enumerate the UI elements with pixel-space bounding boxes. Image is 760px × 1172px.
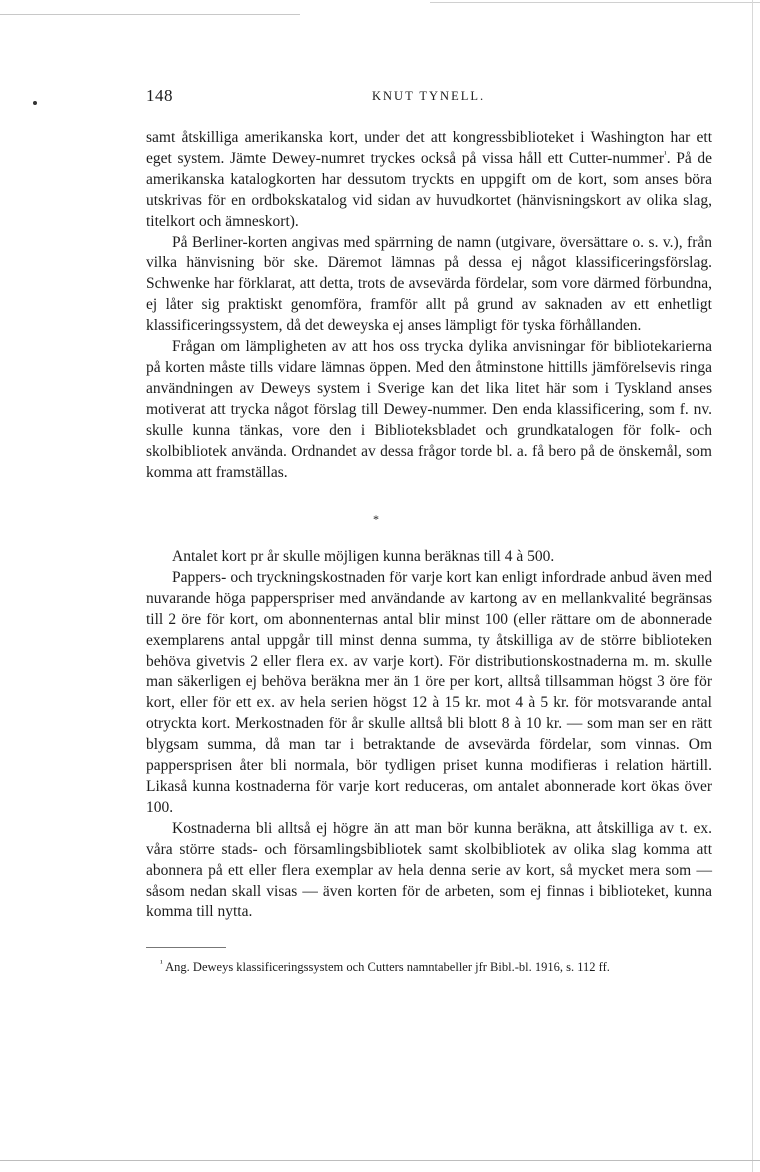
paragraph: På Berliner-korten angivas med spärrning de namn (utgivare, översättare o. s. v.), från vilka hänvisning bör ske. Däremot lämnas på dessa ej något klassificeringsförslag. Schwenke har förklarat, att detta, trots de avsevärda fördelar, som vore därmed förbundna, ej låter sig praktiskt genomföra, framför allt på grund av saknaden av ett enhetligt klassificeringssystem, då det deweyska ej anses lämpligt för tyska förhållanden.: [146, 233, 712, 335]
scan-edge-right: [752, 0, 753, 1172]
paragraph: Antalet kort pr år skulle möjligen kunna beräknas till 4 à 500.: [172, 548, 555, 565]
paragraph: Kostnaderna bli alltså ej högre än att man bör kunna beräkna, att åtskilliga av t. ex. våra större stads- och församlingsbibliotek samt skolbibliotek av olika slag komma att abonnera på ett eller flera exemplar av hela denna serie av kort, så mycket mera som — såsom nedan skall visas — även korten för de arbeten, som ej finnas i biblioteket, kunna komma till nytta.: [146, 819, 712, 921]
paragraph: Frågan om lämpligheten av att hos oss trycka dylika anvisningar för bibliotekarierna på korten måste tills vidare lämnas öppen. Med den åtminstone hittills jämförelsevis ringa användningen av Deweys system i Sverige kan det lika litet här som i Tyskland anses motiverat att trycka något förslag till Dewey-nummer. Den enda klassificering, som f. nv. skulle kunna tänkas, vore den i Biblioteksbladet och grundkatalogen för folk- och skolbibliotek använda. Ordnandet av dessa frågor torde bl. a. få bero på de önskemål, som komma att framställas.: [146, 338, 712, 481]
footnote-text: Ang. Deweys klassificeringssystem och Cutters namntabeller jfr Bibl.-bl. 1916, s. 112 ff.: [165, 960, 610, 974]
text-block-lower: [146, 547, 712, 923]
footnote-rule: [146, 947, 226, 948]
paragraph-text: . På de amerikanska katalogkorten har dessutom tryckts en uppgift om de kort, som anses böra utskrivas för en ordbokskatalog vid sidan av huvudkortet (hänvisningskort av olika slag, titelkort och ämneskort).: [146, 149, 712, 230]
page-number: 148: [146, 86, 173, 105]
asterism: *: [373, 512, 379, 526]
scan-edge-top-left: [0, 14, 300, 15]
text-block-upper: [146, 128, 712, 483]
footnote-marker: ¹: [160, 957, 163, 968]
section-divider: [0, 512, 760, 527]
paragraph-text: samt åtskilliga amerikanska kort, under det att kongressbiblioteket i Washington har ett eget system. Jämte Dewey-numret tryckes också på vissa håll ett Cutter-nummer: [146, 129, 712, 167]
scan-speck: [33, 101, 37, 105]
paragraph: Pappers- och tryckningskostnaden för varje kort kan enligt infordrade anbud även med nuvarande höga papperspriser med användande av kartong av en mellankvalité begränsas till 2 öre för kort, om abonnenternas antal blir minst 100 (eller rättare om de abonnerade exemplarens antal uppgår till minst denna summa, ty åtskilliga av de större biblioteken behöva givetvis 2 eller flera ex. av varje kort). För distributionskostnaderna m. m. skulle man säkerligen ej behöva beräkna mer än 1 öre per kort, alltså tillsamman högst 3 öre för kort, eller för ett ex. av hela serien högst 12 à 15 kr. mot 4 à 5 kr. för motsvarande antal otryckta kort. Merkostnaden för år skulle alltså bli blott 8 à 10 kr. — som man ser en rätt blygsam summa, då man tar i betraktande de avsevärda fördelar, som vinnas. Om pappersprisen åter bli normala, bör tydligen priset kunna modifieras i relation härtill. Likaså kunna kostnaderna för varje kort reduceras, om antalet abonnerade kort ökas över 100.: [146, 568, 712, 816]
scan-edge-bottom: [0, 1160, 760, 1161]
footnote: [160, 959, 716, 976]
running-head: KNUT TYNELL.: [372, 89, 486, 103]
scan-edge-top-right: [430, 2, 760, 3]
paragraph: [146, 128, 712, 233]
footnote-reference: ¹: [663, 148, 667, 159]
